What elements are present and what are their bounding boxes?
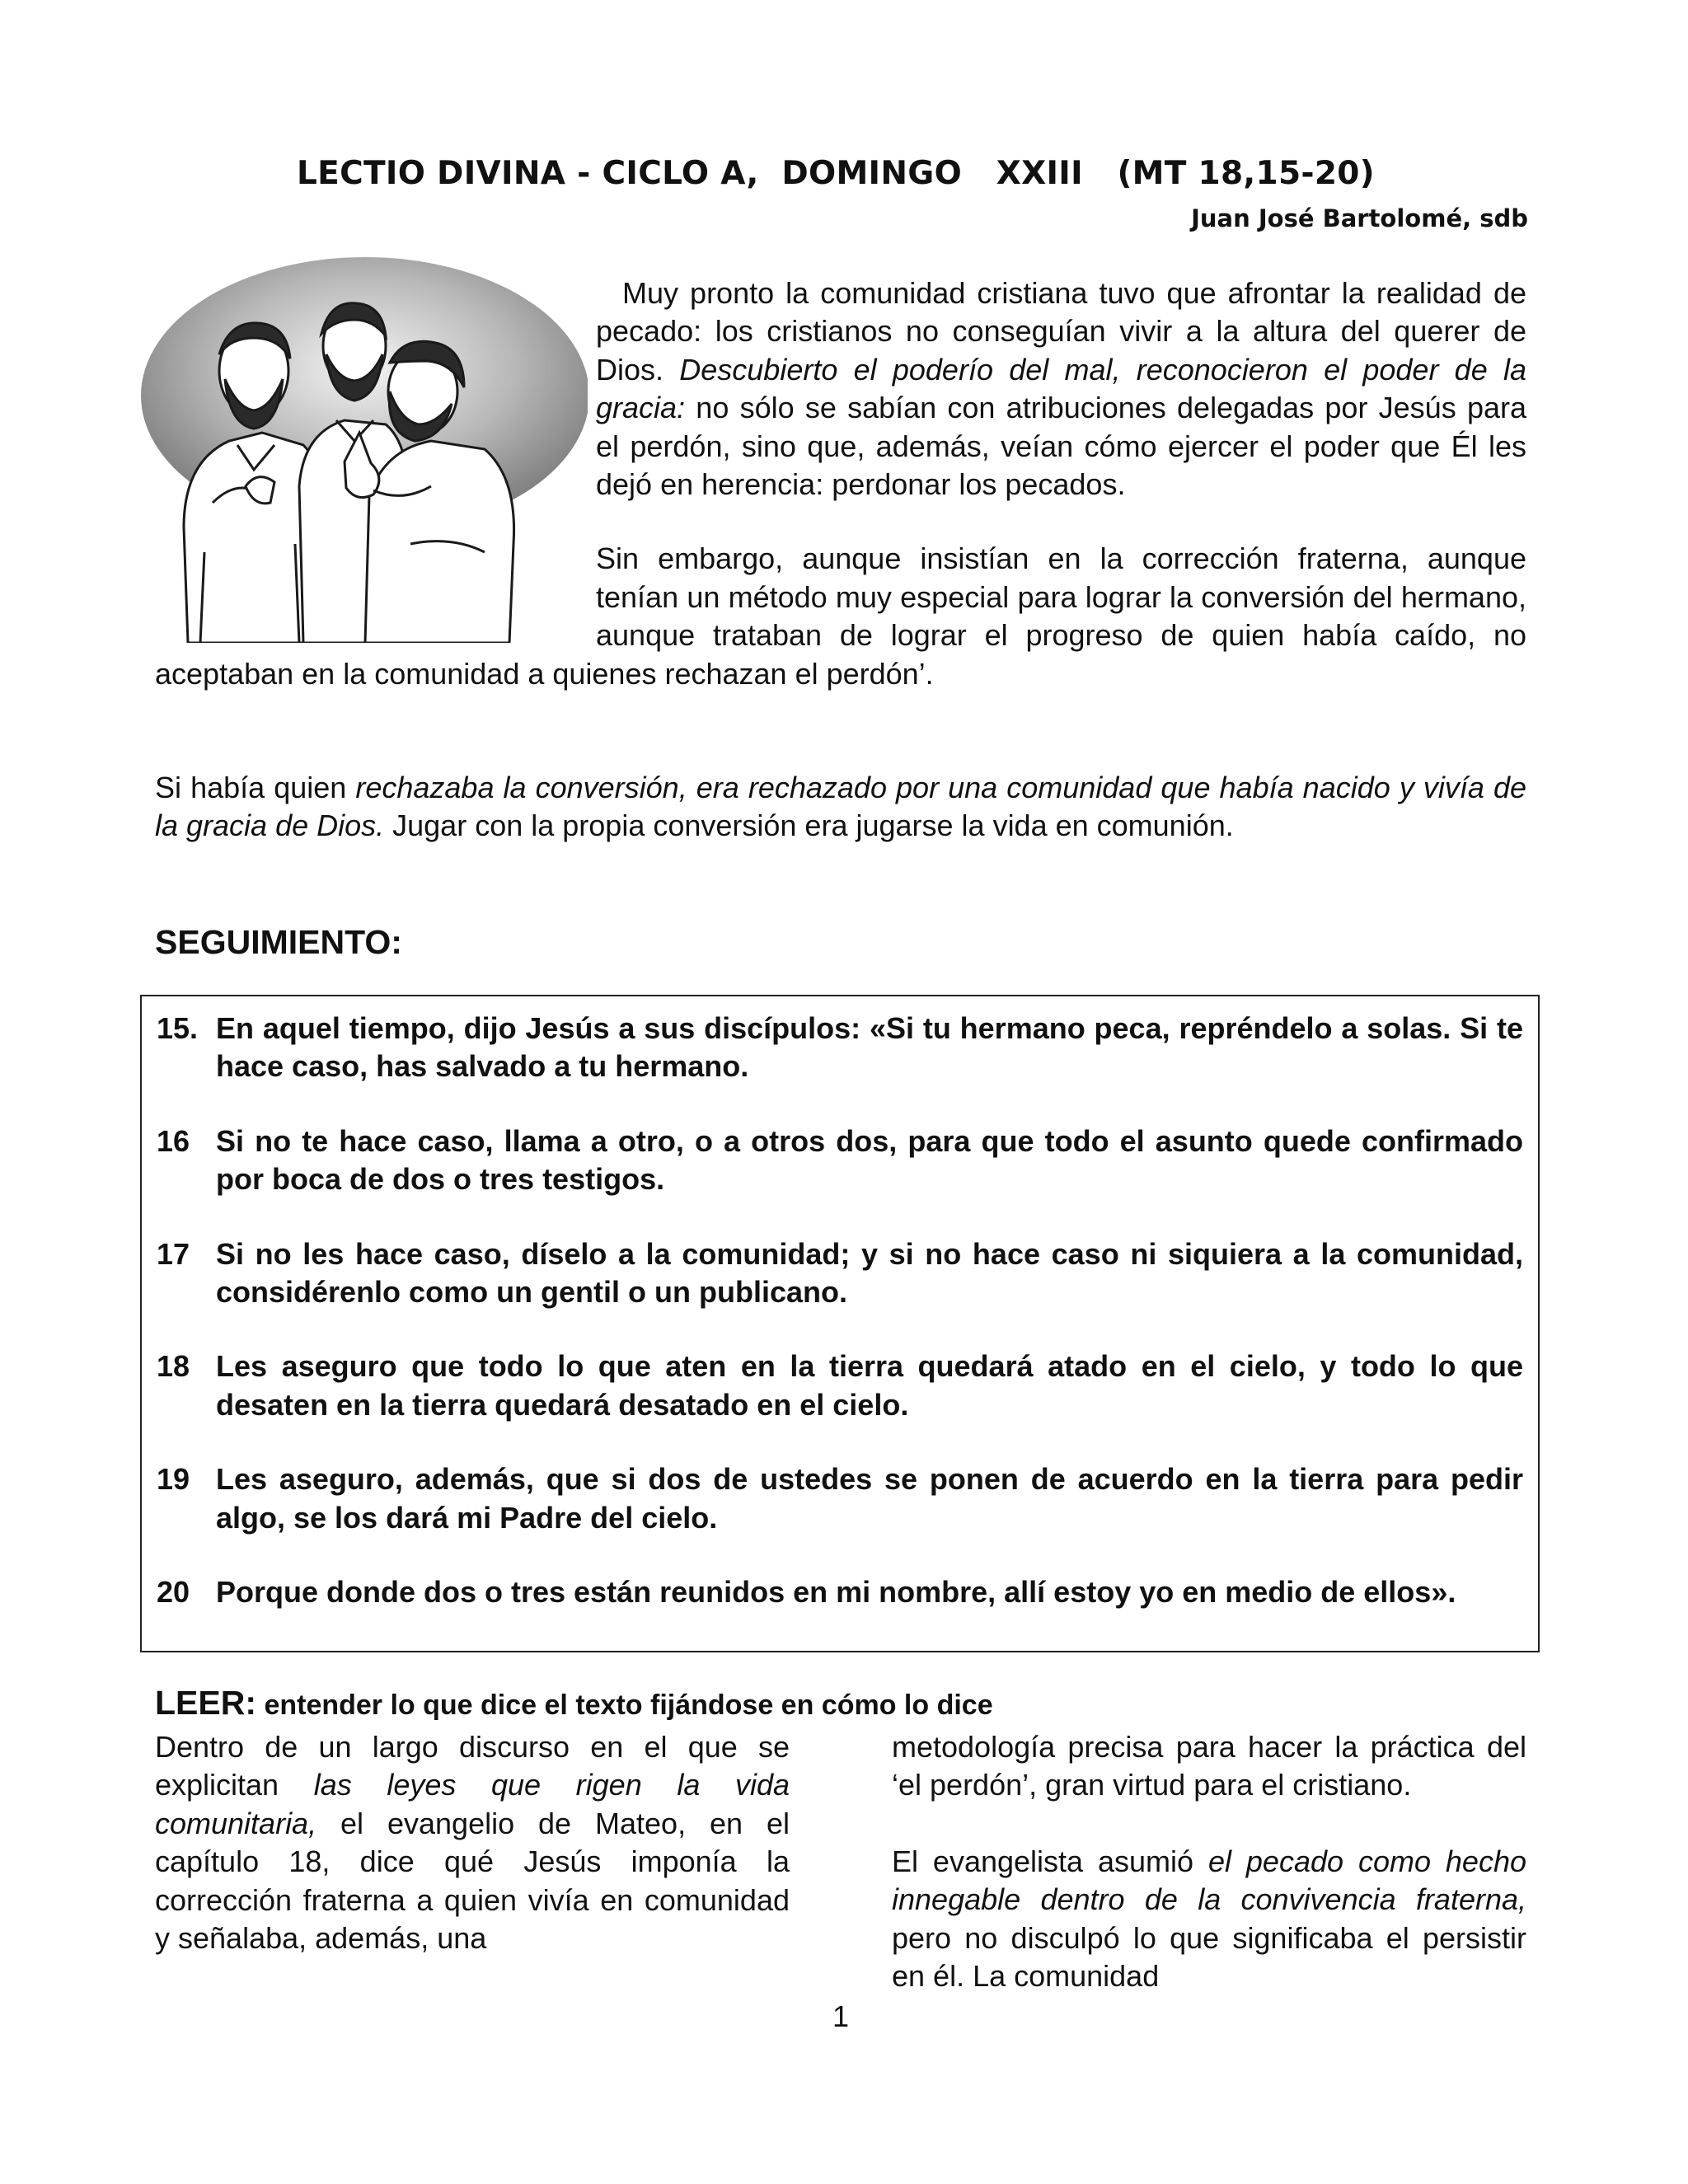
leer-column-left — [155, 1728, 790, 1957]
leer-right-italic: el pecado como hecho innegable dentro de la convivencia fraterna, — [892, 1844, 1526, 1917]
intro-p3-text-c: Jugar con la propia conversión era jugarse la vida en comunión. — [384, 808, 1234, 843]
intro-p1-text-a: Muy pronto la comunidad cristiana tuvo que afrontar la realidad de pecado: los cristianos no conseguían vivir a la altura del querer de Dios. — [596, 276, 1526, 387]
leer-heading — [155, 1684, 993, 1722]
verse-text: Si no te hace caso, llama a otro, o a otros dos, para que todo el asunto quede confirmado por boca de dos o tres testigos. — [216, 1123, 1523, 1197]
verse-17 — [157, 1235, 1523, 1312]
verse-text: Si no les hace caso, díselo a la comunidad; y si no hace caso ni siquiera a la comunidad, considérenlo como un gentil o un publicano. — [216, 1236, 1523, 1310]
intro-p1-italic: Descubierto el poderío del mal, reconocieron el poder de la gracia: — [596, 352, 1526, 425]
verse-text: En aquel tiempo, dijo Jesús a sus discípulos: «Si tu hermano peca, repréndelo a solas. Si te hace caso, has salvado a tu hermano. — [216, 1011, 1523, 1084]
verse-number: 15. — [157, 1011, 199, 1045]
leer-column-right — [892, 1728, 1526, 1995]
leer-left-text-c: el evangelio de Mateo, en el capítulo 18, dice qué Jesús imponía la corrección fraterna a quien vivía en comunidad y señalaba, además, una — [155, 1806, 790, 1956]
verse-18 — [157, 1347, 1523, 1424]
verse-16 — [157, 1122, 1523, 1199]
verse-15 — [157, 1010, 1523, 1086]
leer-left-italic: las leyes que rigen la vida comunitaria, — [155, 1768, 790, 1840]
leer-right-paragraph-2 — [892, 1843, 1526, 1996]
leer-left-paragraph — [155, 1728, 790, 1957]
intro-p1-text-c: no sólo se sabían con atribuciones delegadas por Jesús para el perdón, sino que, además, veían cómo ejercer el poder que Él les dejó en herencia: perdonar los pecados. — [596, 391, 1526, 502]
document-title: LECTIO DIVINA - CICLO A, DOMINGO XXIII (MT 18,15-20) — [297, 155, 1375, 192]
verse-number: 16 — [157, 1123, 190, 1158]
verse-text: Les aseguro que todo lo que aten en la tierra quedará atado en el cielo, y todo lo que desaten en la tierra quedará desatado en el cielo. — [216, 1349, 1523, 1422]
verse-number: 19 — [157, 1462, 190, 1497]
verse-20 — [157, 1573, 1523, 1611]
intro-paragraph-3 — [155, 769, 1526, 846]
intro-p3-text-a: Si había quien — [155, 771, 356, 804]
leer-label: LEER: — [155, 1684, 256, 1722]
intro-p3-italic: rechazaba la conversión, era rechazado por una comunidad que había nacido y vivía de la gracia de Dios. — [155, 771, 1527, 843]
intro-paragraph-2: Sin embargo, aunque insistían en la corrección fraterna, aunque tenían un método muy especial para lograr la conversión del hermano, aunque trataban de lograr el progreso de quien había caído, no aceptaban en la comunidad a quienes rechazan el perdón’. — [155, 541, 1526, 691]
verse-text: Les aseguro, además, que si dos de ustedes se ponen de acuerdo en la tierra para pedir algo, se los dará mi Padre del cielo. — [216, 1462, 1523, 1535]
leer-subtitle: entender lo que dice el texto fijándose en cómo lo dice — [256, 1690, 993, 1721]
intro-text — [155, 274, 1526, 693]
verse-text: Porque donde dos o tres están reunidos en mi nombre, allí estoy yo en medio de ellos». — [216, 1575, 1456, 1610]
leer-left-text-a: Dentro de un largo discurso en el que se explicitan — [155, 1730, 790, 1802]
verse-number: 18 — [157, 1349, 190, 1384]
seguimiento-heading: SEGUIMIENTO: — [155, 923, 402, 961]
illustration-wrap-space — [155, 274, 596, 637]
verse-number: 17 — [157, 1236, 190, 1271]
verse-number: 20 — [157, 1575, 190, 1610]
gospel-text-box — [140, 995, 1540, 1652]
page-number: 1 — [832, 1999, 850, 2033]
leer-right-text-c: pero no disculpó lo que significaba el persistir en él. La comunidad — [892, 1920, 1526, 1994]
leer-right-text-a: El evangelista asumió — [892, 1844, 1208, 1878]
author-line: Juan José Bartolomé, sdb — [1191, 204, 1528, 232]
leer-right-paragraph-1: metodología precisa para hacer la práctica del ‘el perdón’, gran virtud para el cristiano. — [892, 1730, 1526, 1802]
verse-19 — [157, 1460, 1523, 1537]
